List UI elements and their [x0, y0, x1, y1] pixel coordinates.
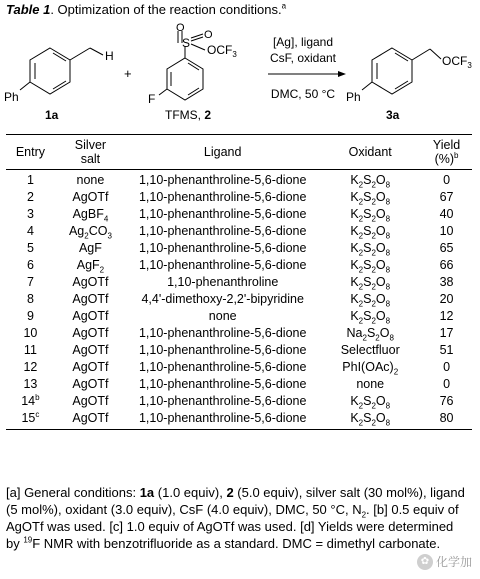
header-yield: Yield (%)$^b$: [432, 138, 461, 166]
cell-ligand: 1,10-phenanthroline-5,6-dione: [138, 326, 307, 340]
optimization-table: [6, 134, 472, 430]
reactant2-label: TFMS, 2: [165, 108, 212, 122]
cell-entry: 6: [26, 258, 34, 272]
table-caption: [6, 2, 286, 17]
table-row: [6, 342, 472, 359]
cell-oxidant: $K_2S_2O_8$: [350, 241, 391, 258]
cell-ligand: 1,10-phenanthroline: [167, 275, 279, 289]
cell-silver-salt: AgOTf: [72, 411, 109, 425]
table-label: Table 1: [6, 2, 51, 17]
cell-silver-salt: $Ag_2CO_3$: [68, 224, 112, 241]
cell-silver-salt: AgBF$_4$: [72, 207, 109, 224]
table-row: [6, 410, 472, 430]
product-ph: Ph: [346, 90, 361, 104]
table-body: [6, 170, 472, 430]
watermark: [417, 553, 472, 570]
cell-ligand: 1,10-phenanthroline-5,6-dione: [138, 241, 307, 255]
cell-oxidant: $K_2S_2O_8$: [350, 207, 391, 224]
cell-entry: 2: [26, 190, 34, 204]
cell-ligand: 1,10-phenanthroline-5,6-dione: [138, 411, 307, 425]
reactant2-f: F: [148, 92, 156, 106]
table-row: [6, 240, 472, 257]
cell-oxidant: $K_2S_2O_8$: [350, 394, 391, 411]
cell-ligand: 1,10-phenanthroline-5,6-dione: [138, 207, 307, 221]
cell-ligand: 1,10-phenanthroline-5,6-dione: [138, 394, 307, 408]
cell-yield: 10: [439, 224, 454, 238]
product-ring: [372, 48, 412, 94]
cell-yield: 65: [439, 241, 454, 255]
cell-entry: 10: [23, 326, 38, 340]
cell-ligand: 1,10-phenanthroline-5,6-dione: [138, 377, 307, 391]
reactant1-ph: Ph: [4, 90, 19, 104]
cell-entry: 4: [26, 224, 34, 238]
cell-yield: 66: [439, 258, 454, 272]
cell-silver-salt: AgOTf: [72, 275, 109, 289]
cell-ligand: 1,10-phenanthroline-5,6-dione: [138, 190, 307, 204]
table-header-row: [6, 135, 472, 170]
cell-entry: 14$^b$: [21, 392, 40, 408]
caption-note: a: [281, 1, 287, 11]
table-row: [6, 393, 472, 410]
table-row: [6, 274, 472, 291]
cell-yield: 20: [439, 292, 454, 306]
header-oxidant: Oxidant: [348, 145, 392, 159]
cell-yield: 0: [443, 377, 451, 391]
header-ligand: Ligand: [203, 145, 242, 159]
watermark-text: 化学加: [435, 555, 472, 569]
table-row: [6, 206, 472, 223]
cell-oxidant: $PhI(OAc)_2$: [342, 360, 399, 377]
cell-oxidant: none: [356, 377, 385, 391]
reactant2-o-right: O: [204, 29, 213, 41]
table-row: [6, 376, 472, 393]
cell-ligand: 1,10-phenanthroline-5,6-dione: [138, 173, 307, 187]
cell-ligand: 1,10-phenanthroline-5,6-dione: [138, 224, 307, 238]
cell-oxidant: $K_2S_2O_8$: [350, 173, 391, 190]
cell-oxidant: $K_2S_2O_8$: [350, 309, 391, 326]
cell-yield: 76: [439, 394, 454, 408]
header-silver-salt: Silver salt: [74, 138, 107, 166]
cell-silver-salt: AgOTf: [72, 292, 109, 306]
reactant1-h: H: [105, 49, 114, 63]
table-row: [6, 170, 472, 190]
cell-ligand: 1,10-phenanthroline-5,6-dione: [138, 343, 307, 357]
table-row: [6, 291, 472, 308]
cell-entry: 7: [26, 275, 34, 289]
cell-silver-salt: AgOTf: [72, 377, 109, 391]
cell-entry: 13: [23, 377, 38, 391]
cell-yield: 0: [443, 360, 451, 374]
cell-silver-salt: AgOTf: [72, 343, 109, 357]
table-row: [6, 223, 472, 240]
reactant2-o-top: O: [176, 22, 185, 34]
table-row: [6, 359, 472, 376]
chem-logo-icon: ✿: [417, 554, 433, 570]
cell-entry: 5: [26, 241, 34, 255]
cell-yield: 67: [439, 190, 454, 204]
cell-yield: 12: [439, 309, 454, 323]
cell-oxidant: $K_2S_2O_8$: [350, 190, 391, 207]
cell-entry: 3: [26, 207, 34, 221]
condition-line-2: CsF, oxidant: [269, 51, 337, 65]
reactant2-ocf3: $OCF_3$: [207, 43, 237, 59]
cell-entry: 8: [26, 292, 34, 306]
caption-text: . Optimization of the reaction conditions.: [50, 2, 282, 17]
cell-entry: 11: [23, 343, 37, 357]
table-row: [6, 189, 472, 206]
plus-sign: +: [124, 66, 132, 81]
cell-silver-salt: AgOTf: [72, 190, 109, 204]
table-footnote: [a] General conditions: 1a (1.0 equiv), 2 (5.0 equiv), silver salt (30 mol%), ligand (5 mol%), oxidant (3.0 equiv), CsF (4.0 equiv), DMC, 50 °C, $N_2$. [b] 0.5 equiv of AgOTf was used. [c] 1.0 equiv of AgOTf was used. [d] Yields were determined by $^{19}$F NMR with benzotrifluoride as a standard. DMC = dimethyl carbonate.: [6, 485, 465, 551]
reactant1-label: 1a: [45, 108, 59, 122]
reaction-scheme: [0, 22, 480, 132]
condition-line-1: [Ag], ligand: [272, 35, 334, 49]
cell-ligand: 1,10-phenanthroline-5,6-dione: [138, 360, 307, 374]
cell-ligand: 1,10-phenanthroline-5,6-dione: [138, 258, 307, 272]
table-row: [6, 308, 472, 325]
reaction-scheme-drawing: [0, 22, 480, 132]
cell-entry: 1: [26, 173, 34, 187]
cell-silver-salt: none: [76, 173, 105, 187]
cell-oxidant: $K_2S_2O_8$: [350, 258, 391, 275]
cell-silver-salt: AgOTf: [72, 326, 109, 340]
cell-ligand: 4,4'-dimethoxy-2,2'-bipyridine: [141, 292, 304, 306]
header-entry: Entry: [15, 145, 45, 159]
product-ocf3: $OCF_3$: [442, 54, 472, 70]
cell-yield: 38: [439, 275, 454, 289]
reactant1-ring: [30, 48, 70, 94]
reactant2-ring: [167, 58, 203, 100]
cell-yield: 17: [439, 326, 454, 340]
table-row: [6, 325, 472, 342]
cell-oxidant: $K_2S_2O_8$: [350, 224, 391, 241]
cell-yield: 80: [439, 411, 454, 425]
cell-oxidant: $Na_2S_2O_8$: [346, 326, 394, 343]
cell-yield: 40: [439, 207, 454, 221]
cell-ligand: none: [208, 309, 237, 323]
cell-silver-salt: AgF$_2$: [76, 258, 105, 275]
condition-line-3: DMC, 50 °C: [270, 87, 336, 101]
cell-yield: 0: [443, 173, 451, 187]
cell-entry: 9: [26, 309, 34, 323]
cell-silver-salt: AgOTf: [72, 309, 109, 323]
cell-silver-salt: AgOTf: [72, 394, 109, 408]
cell-yield: 51: [439, 343, 454, 357]
cell-entry: 15$^c$: [21, 409, 40, 425]
cell-oxidant: Selectfluor: [340, 343, 400, 357]
cell-oxidant: $K_2S_2O_8$: [350, 292, 391, 309]
reactant2-s: S: [182, 36, 191, 50]
cell-silver-salt: AgF: [78, 241, 102, 255]
product-label: 3a: [386, 108, 400, 122]
cell-silver-salt: AgOTf: [72, 360, 109, 374]
cell-oxidant: $K_2S_2O_8$: [350, 411, 391, 428]
cell-oxidant: $K_2S_2O_8$: [350, 275, 391, 292]
cell-entry: 12: [23, 360, 38, 374]
table-row: [6, 257, 472, 274]
